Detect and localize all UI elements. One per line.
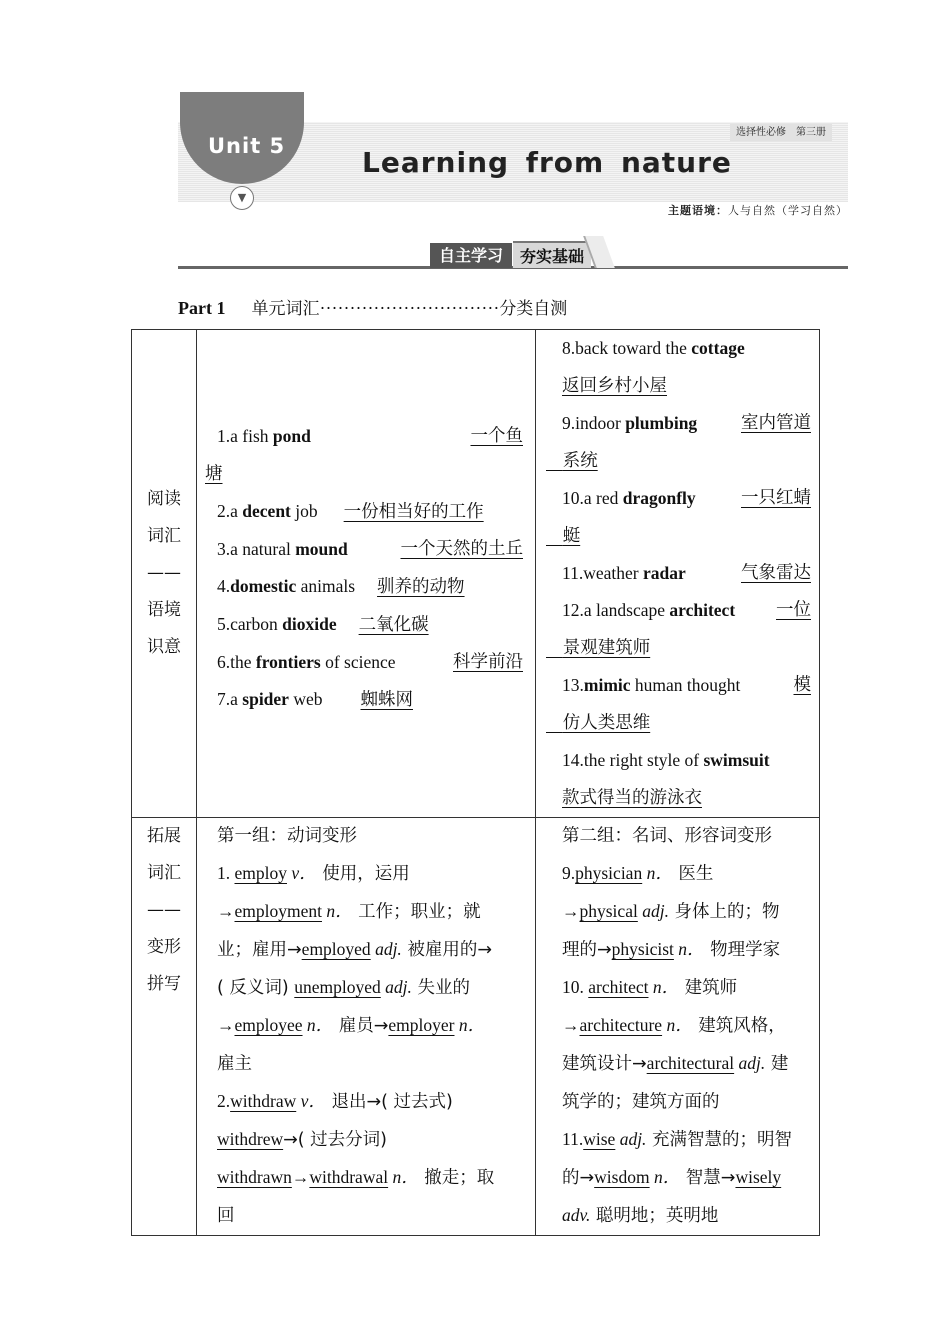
category-line: 语境 xyxy=(147,600,181,620)
category-line: 变形 xyxy=(147,937,181,957)
answer: 返回乡村小屋 xyxy=(562,376,667,396)
list-item: ( 反义词) unemployed adj. 失业的 xyxy=(217,977,470,998)
category-line: 词汇 xyxy=(147,863,181,883)
list-item: →physical adj. 身体上的；物 xyxy=(562,901,780,922)
list-item: 建筑设计→architectural adj. 建 xyxy=(562,1053,789,1074)
list-item: →employment n． 工作；职业；就 xyxy=(217,901,481,922)
list-item-cont xyxy=(562,367,811,405)
list-item: 10. architect n． 建筑师 xyxy=(562,977,738,998)
answer: 塘 xyxy=(205,464,223,484)
answer: 模 xyxy=(793,675,811,695)
category-line: —— xyxy=(147,900,181,920)
part-title: 单元词汇 xyxy=(251,299,320,319)
list-item: 11.wise adj. 充满智慧的；明智 xyxy=(562,1129,792,1150)
list-item-cont xyxy=(546,442,811,480)
verb-forms-cell xyxy=(197,818,536,1236)
category-line: 拓展 xyxy=(147,826,181,846)
answer: 一个鱼 xyxy=(470,426,523,446)
list-item: 2.withdraw v． 退出→( 过去式) xyxy=(217,1091,453,1112)
list-item: 9.physician n． 医生 xyxy=(562,863,714,884)
category-line: 词汇 xyxy=(147,526,181,546)
list-item: 13.mimic human thought 模 xyxy=(562,667,811,704)
list-item: withdrew→( 过去分词) xyxy=(217,1129,387,1150)
theme-label: 主题语境： xyxy=(668,204,728,217)
list-item: 6.the frontiers of science 科学前沿 xyxy=(217,644,523,681)
answer: 蜘蛛网 xyxy=(360,690,413,710)
list-item: 的→wisdom n． 智慧→wisely xyxy=(562,1167,782,1188)
list-item-cont xyxy=(205,455,523,493)
answer: 科学前沿 xyxy=(453,652,523,672)
category-line: 识意 xyxy=(147,637,181,657)
list-item: 业；雇用→employed adj. 被雇用的→ xyxy=(217,939,493,960)
section-label-left: 自主学习 xyxy=(430,243,512,268)
list-item: 4.domestic animals 驯养的动物 xyxy=(217,576,465,597)
noun-adj-forms-cell xyxy=(536,818,820,1236)
theme-context xyxy=(668,202,848,218)
category-line: —— xyxy=(147,563,181,583)
list-item: 11.weather radar 气象雷达 xyxy=(562,555,811,592)
answer: 款式得当的游泳衣 xyxy=(562,788,702,808)
unit-label: Unit 5 xyxy=(208,134,286,158)
list-item: →employee n． 雇员→employer n． xyxy=(217,1015,486,1036)
list-item: 9.indoor plumbing 室内管道 xyxy=(562,405,811,442)
table-row xyxy=(132,818,820,1236)
answer: 一只红蜻 xyxy=(741,488,811,508)
answer: 景观建筑师 xyxy=(562,638,651,658)
group-heading: 第一组：动词变形 xyxy=(217,826,357,846)
list-item: 8.back toward the cottage xyxy=(562,338,745,358)
category-line: 拼写 xyxy=(147,974,181,994)
series-tag: 选择性必修 第三册 xyxy=(730,124,832,141)
list-item-cont xyxy=(546,629,811,667)
answer: 一个天然的土丘 xyxy=(400,539,523,559)
list-item: 1.a fish pond 一个鱼 xyxy=(217,418,523,455)
answer: 气象雷达 xyxy=(741,563,811,583)
list-item: adv. 聪明地；英明地 xyxy=(562,1205,719,1226)
list-item: 筑学的；建筑方面的 xyxy=(562,1092,720,1112)
part-task: 分类自测 xyxy=(499,299,568,319)
group-heading: 第二组：名词、形容词变形 xyxy=(562,826,772,846)
answer: 仿人类思维 xyxy=(562,713,651,733)
category-cell xyxy=(132,818,197,1236)
answer: 一位 xyxy=(776,600,811,620)
list-item: 雇主 xyxy=(217,1054,252,1074)
list-item: withdrawn→withdrawal n． 撤走；取 xyxy=(217,1167,495,1188)
right-vocab-cell xyxy=(536,330,820,818)
answer: 一份相当好的工作 xyxy=(343,502,484,522)
list-item-cont xyxy=(546,704,811,742)
list-item-cont xyxy=(546,517,811,555)
theme-value: 人与自然（学习自然） xyxy=(728,204,848,217)
answer: 驯养的动物 xyxy=(377,577,465,597)
list-item: 1. employ v． 使用，运用 xyxy=(217,863,410,884)
answer: 蜓 xyxy=(562,526,581,546)
part-label: Part 1 xyxy=(178,298,226,318)
answer: 系统 xyxy=(562,451,598,471)
vocab-table xyxy=(131,329,820,1236)
list-item: 回 xyxy=(217,1206,235,1226)
list-item: →architecture n． 建筑风格， xyxy=(562,1015,786,1036)
list-item: 3.a natural mound 一个天然的土丘 xyxy=(217,531,523,568)
list-item: 2.a decent job 一份相当好的工作 xyxy=(217,501,484,522)
list-item: 7.a spider web 蜘蛛网 xyxy=(217,689,413,710)
category-line: 阅读 xyxy=(147,489,181,509)
answer: 室内管道 xyxy=(741,413,811,433)
chevron-down-icon[interactable]: ▼ xyxy=(230,186,254,210)
category-cell xyxy=(132,330,197,818)
list-item: 12.a landscape architect 一位 xyxy=(562,592,811,629)
list-item: 5.carbon dioxide 二氧化碳 xyxy=(217,614,429,635)
list-item: 10.a red dragonfly 一只红蜻 xyxy=(562,480,811,517)
answer: 二氧化碳 xyxy=(358,615,429,635)
left-vocab-cell xyxy=(197,330,536,818)
page-title: Learning from nature xyxy=(362,146,732,179)
section-label-right: 夯实基础 xyxy=(513,241,591,268)
list-item-cont xyxy=(562,779,811,817)
table-row xyxy=(132,330,820,818)
list-item: 14.the right style of swimsuit xyxy=(562,750,770,770)
part-dots: ······························ xyxy=(319,298,500,318)
part-heading xyxy=(178,294,567,319)
list-item: 理的→physicist n． 物理学家 xyxy=(562,939,781,960)
